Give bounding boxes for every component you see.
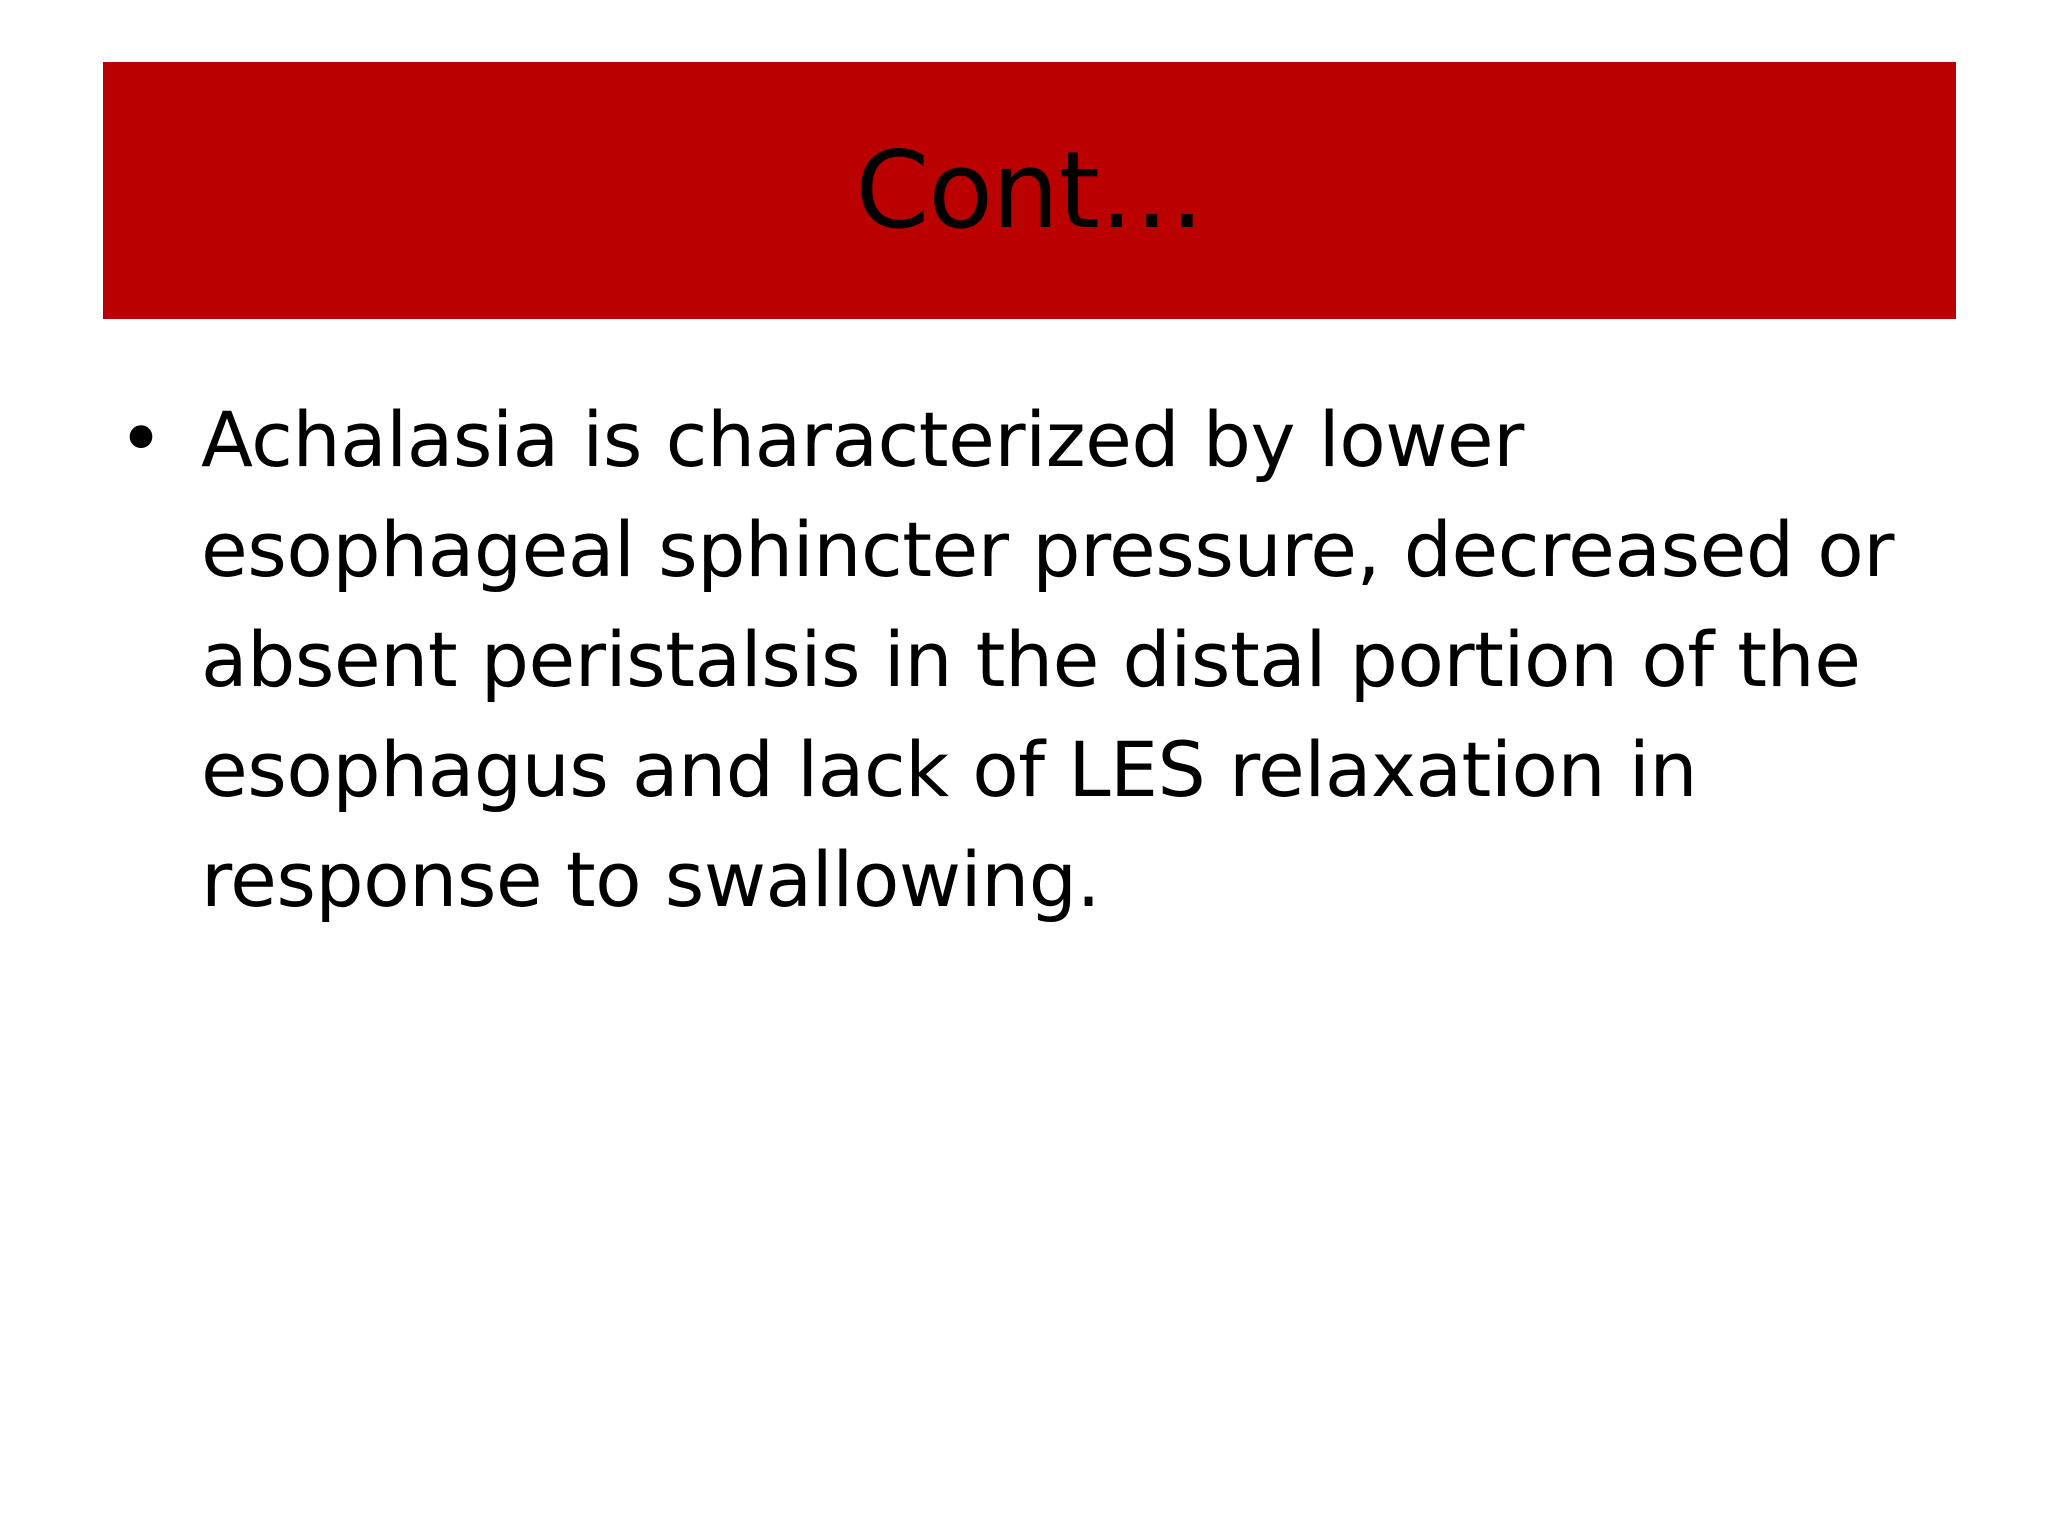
slide-title: Cont… bbox=[855, 128, 1204, 252]
bullet-icon: • bbox=[118, 395, 165, 485]
slide-title-bar bbox=[103, 62, 1956, 319]
bullet-text: Achalasia is characterized by lower esophageal sphincter pressure, decreased or absent peristalsis in the distal portion of the esophagus and lack of LES relaxation in response to swallowing. bbox=[201, 395, 1894, 924]
slide-body bbox=[118, 385, 1948, 935]
bullet-item bbox=[118, 385, 1948, 935]
